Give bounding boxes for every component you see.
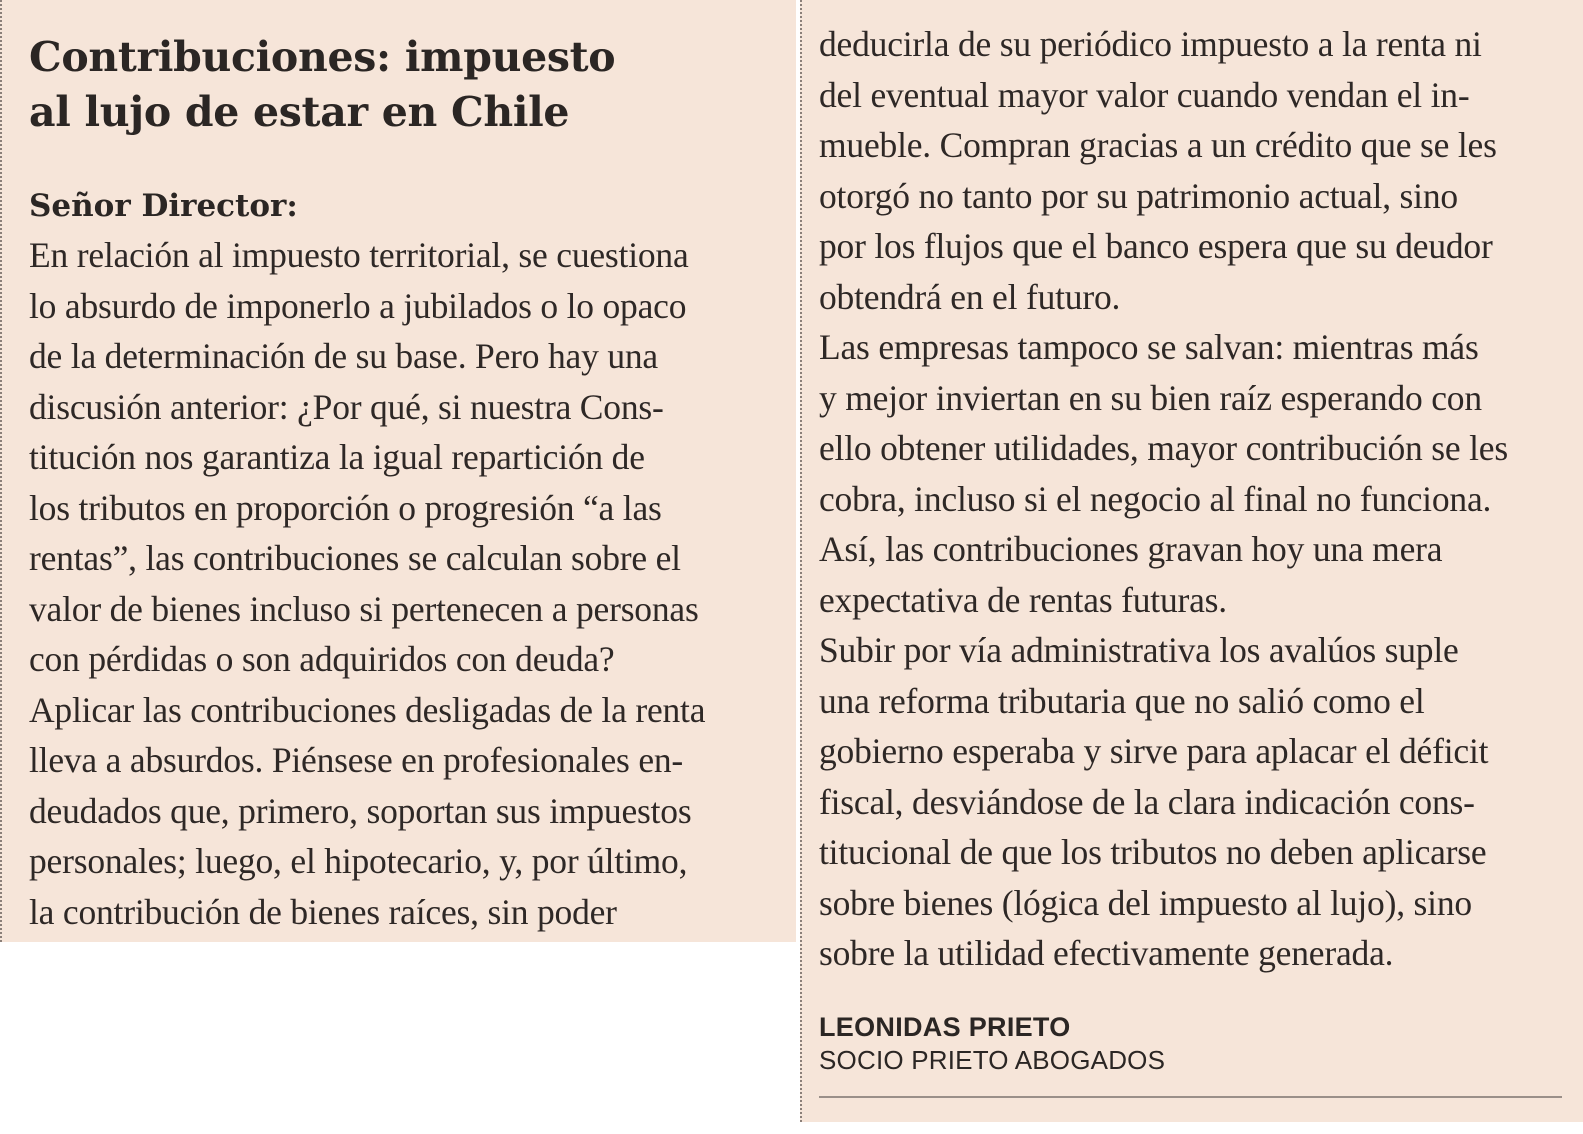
text-line: mueble. Compran gracias a un crédito que se les (819, 125, 1497, 165)
text-line: otorgó no tanto por su patrimonio actual, sino (819, 175, 1458, 216)
text-line: gobierno esperaba y sirve para aplacar el déficit (819, 731, 1489, 771)
signature-name: LEONIDAS PRIETO (819, 1012, 1071, 1042)
text-line: discusión anterior: ¿Por qué, si nuestra Cons- (29, 386, 664, 427)
salutation: Señor Director: (29, 188, 298, 224)
text-line: del eventual mayor valor cuando vendan el in- (819, 74, 1470, 115)
text-line: cobra, incluso si el negocio al final no funciona. (819, 478, 1492, 519)
text-line: de la determinación de su base. Pero hay una (29, 336, 658, 376)
text-line: sobre la utilidad efectivamente generada. (819, 933, 1394, 973)
signature-role: SOCIO PRIETO ABOGADOS (819, 1045, 1166, 1075)
text-line: En relación al impuesto territorial, se cuestiona (29, 235, 689, 275)
text-line: titucional de que los tributos no deben aplicarse (819, 832, 1487, 872)
left-column (0, 0, 796, 942)
text-line: una reforma tributaria que no salió como el (819, 680, 1425, 721)
text-line: expectativa de rentas futuras. (819, 579, 1227, 620)
text-line: fiscal, desviándose de la clara indicación cons- (819, 781, 1475, 822)
body-text-left (29, 230, 705, 937)
text-line: Las empresas tampoco se salvan: mientras más (819, 327, 1479, 367)
divider-rule (819, 1096, 1562, 1098)
text-line: Subir por vía administrativa los avalúos suple (819, 630, 1459, 670)
text-line: sobre bienes (lógica del impuesto al lujo), sino (819, 882, 1472, 923)
body-text-right (819, 19, 1508, 979)
text-line: los tributos en proporción o progresión “a las (29, 487, 662, 528)
text-line: valor de bienes incluso si pertenecen a personas (29, 588, 699, 629)
headline-line: Contribuciones: impuesto (29, 33, 616, 81)
text-line: deducirla de su periódico impuesto a la renta ni (819, 24, 1482, 64)
headline (29, 30, 615, 140)
right-column (800, 0, 1583, 1122)
text-line: ello obtener utilidades, mayor contribución se les (819, 428, 1508, 468)
text-line: deudados que, primero, soportan sus impuestos (29, 790, 692, 831)
text-line: personales; luego, el hipotecario, y, por último, (29, 841, 688, 881)
headline-line: al lujo de estar en Chile (29, 88, 570, 136)
text-line: la contribución de bienes raíces, sin poder (29, 891, 617, 932)
text-line: obtendrá en el futuro. (819, 276, 1121, 317)
text-line: lleva a absurdos. Piénsese en profesionales en- (29, 740, 684, 780)
text-line: por los flujos que el banco espera que su deudor (819, 226, 1493, 266)
text-line: Así, las contribuciones gravan hoy una mera (819, 529, 1443, 569)
text-line: titución nos garantiza la igual repartición de (29, 437, 645, 477)
text-line: con pérdidas o son adquiridos con deuda? (29, 639, 615, 679)
text-line: y mejor inviertan en su bien raíz esperando con (819, 377, 1482, 418)
text-line: lo absurdo de imponerlo a jubilados o lo opaco (29, 285, 687, 326)
text-line: rentas”, las contribuciones se calculan sobre el (29, 538, 681, 578)
text-line: Aplicar las contribuciones desligadas de la renta (29, 689, 706, 730)
